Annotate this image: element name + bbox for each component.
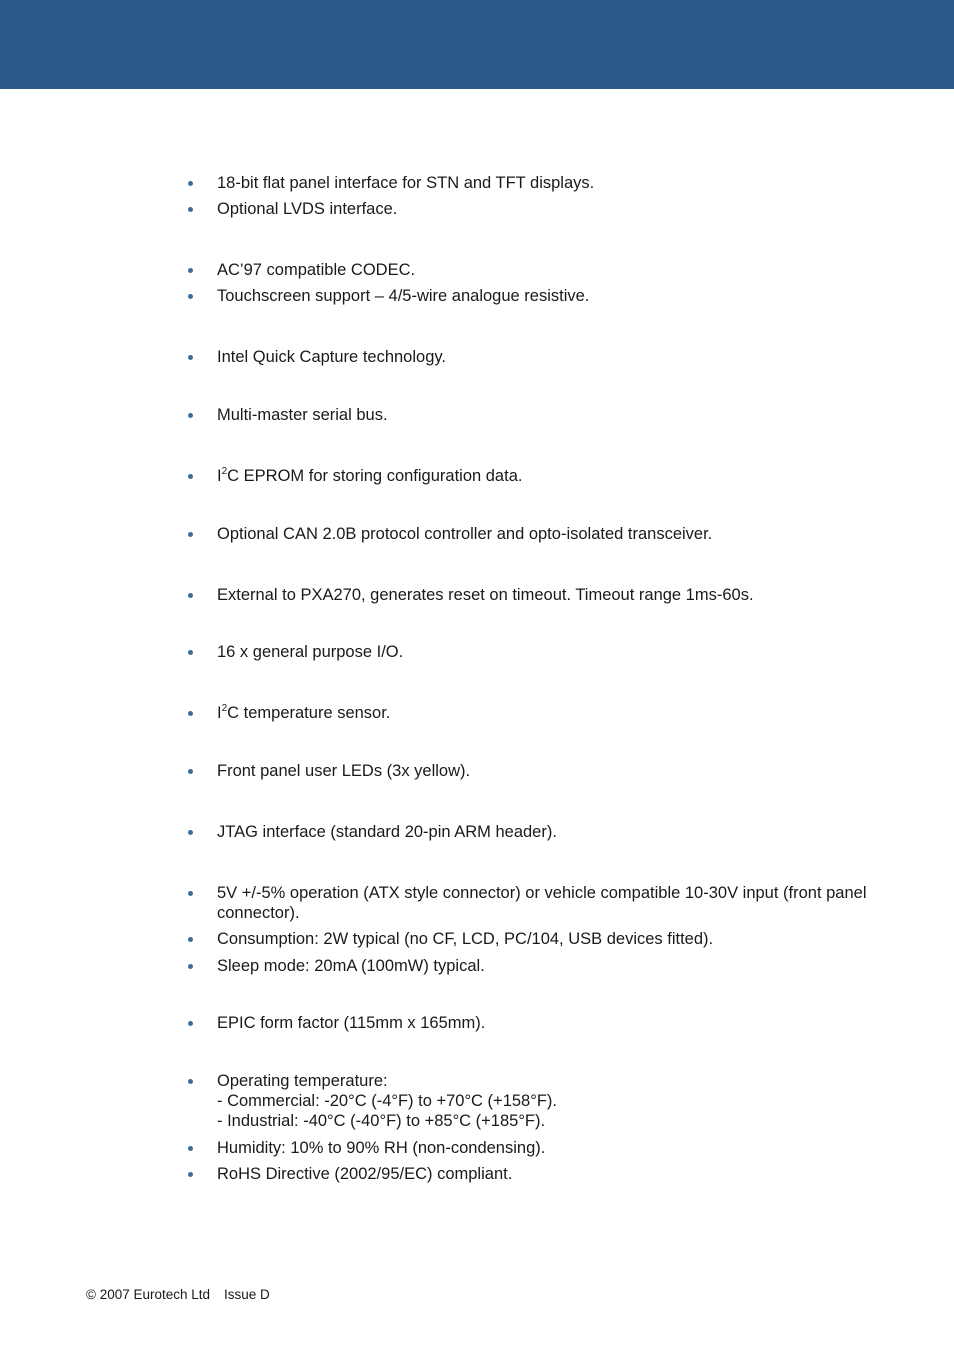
list-item: Multi-master serial bus. xyxy=(217,405,877,425)
header-band xyxy=(0,0,954,89)
list-item: Front panel user LEDs (3x yellow). xyxy=(217,761,877,781)
bullet-icon xyxy=(188,181,193,186)
list-item: 16 x general purpose I/O. xyxy=(217,642,877,662)
list-item: 5V +/-5% operation (ATX style connector) or vehicle compatible 10-30V input (front panel connector). xyxy=(217,883,877,923)
list-item: Sleep mode: 20mA (100mW) typical. xyxy=(217,956,877,976)
bullet-icon xyxy=(188,474,193,479)
bullet-icon xyxy=(188,207,193,212)
list-item: External to PXA270, generates reset on timeout. Timeout range 1ms-60s. xyxy=(217,585,877,605)
list-item: $I^2C$ temperature sensor. xyxy=(217,703,877,723)
copyright-text: © 2007 Eurotech Ltd xyxy=(86,1287,211,1302)
list-item: Consumption: 2W typical (no CF, LCD, PC/104, USB devices fitted). xyxy=(217,929,877,949)
list-item: EPIC form factor (115mm x 165mm). xyxy=(217,1013,877,1033)
list-item: RoHS Directive (2002/95/EC) compliant. xyxy=(217,1164,877,1184)
bullet-icon xyxy=(188,1079,193,1084)
list-item: Optional LVDS interface. xyxy=(217,199,877,219)
list-item: AC’97 compatible CODEC. xyxy=(217,260,877,280)
bullet-icon xyxy=(188,830,193,835)
list-item: Intel Quick Capture technology. xyxy=(217,347,877,367)
list-item: Optional CAN 2.0B protocol controller and opto-isolated transceiver. xyxy=(217,524,877,544)
bullet-icon xyxy=(188,650,193,655)
bullet-icon xyxy=(188,268,193,273)
bullet-icon xyxy=(188,769,193,774)
issue-label: Issue D xyxy=(224,1287,270,1302)
bullet-icon xyxy=(188,711,193,716)
bullet-icon xyxy=(188,937,193,942)
list-item: 18-bit flat panel interface for STN and TFT displays. xyxy=(217,173,877,193)
bullet-icon xyxy=(188,964,193,969)
bullet-icon xyxy=(188,532,193,537)
bullet-icon xyxy=(188,294,193,299)
bullet-icon xyxy=(188,593,193,598)
list-item: JTAG interface (standard 20-pin ARM header). xyxy=(217,822,877,842)
page-footer xyxy=(86,1286,270,1304)
list-item: Humidity: 10% to 90% RH (non-condensing). xyxy=(217,1138,877,1158)
bullet-icon xyxy=(188,1021,193,1026)
bullet-icon xyxy=(188,1172,193,1177)
list-item: Touchscreen support – 4/5-wire analogue resistive. xyxy=(217,286,877,306)
list-item: $I^2C$ EPROM for storing configuration data. xyxy=(217,466,877,486)
list-item: Operating temperature: - Commercial: -20°C (-4°F) to +70°C (+158°F). - Industrial: -40°C (-40°F) to +85°C (+185°F). xyxy=(217,1071,877,1131)
bullet-icon xyxy=(188,891,193,896)
bullet-icon xyxy=(188,355,193,360)
bullet-icon xyxy=(188,413,193,418)
bullet-icon xyxy=(188,1146,193,1151)
